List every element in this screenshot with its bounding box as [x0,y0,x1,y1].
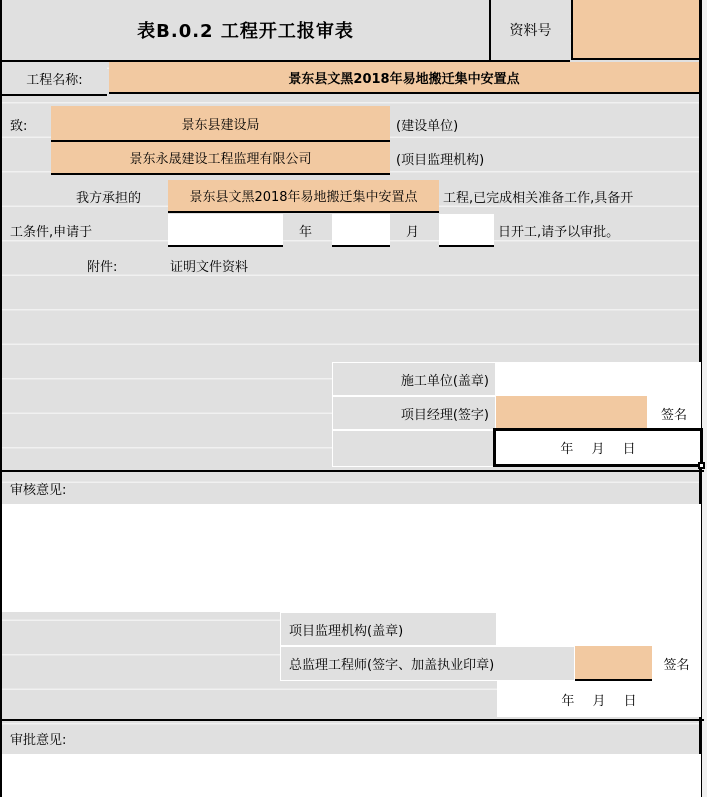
project-manager-sign-input-cell[interactable] [496,396,647,430]
year-label: 年 [299,225,313,240]
supervision-org-input-cell[interactable] [51,142,390,175]
approval-comment-area[interactable] [2,754,701,797]
form-title-cell [2,0,489,62]
contractor-empty-label-cell [332,430,496,467]
apply-prefix: 工条件,申请于 [10,225,93,240]
apply-year-input-cell[interactable] [168,214,283,247]
to-label: 致: [10,118,28,134]
doc-number-label: 资料号 [509,23,552,39]
construction-unit-value: 景东县建设局 [181,117,260,133]
apply-day-input-cell[interactable] [439,214,494,247]
attachment-value: 证明文件资料 [170,260,249,275]
contractor-unit-input-cell[interactable] [496,362,701,396]
form-title: 表B.0.2 工程开工报审表 [137,21,354,42]
review-date-cell[interactable] [497,681,701,717]
supervision-org-value: 景东永晟建设工程监理有限公司 [129,152,312,167]
undertake-project-input-cell[interactable] [168,180,439,213]
apply-month-input-cell[interactable] [332,214,390,247]
doc-number-label-cell [489,0,570,62]
review-date-text: 年 月 日 [561,693,637,709]
doc-number-input-cell[interactable] [571,0,699,60]
project-name-input-cell[interactable] [109,62,699,94]
project-manager-label-cell: 项目经理(签字) [332,396,496,430]
construction-unit-suffix: (建设单位) [396,118,459,134]
section-divider-top [2,470,704,472]
supervision-org-suffix: (项目监理机构) [396,152,485,168]
month-label: 月 [406,225,420,240]
review-comment-area[interactable] [2,504,701,612]
review-sign-label-cell: 签名 [652,646,701,681]
approval-header: 审批意见: [10,732,67,748]
chief-engineer-sign-input-cell[interactable] [575,646,652,681]
project-name-label: 工程名称: [26,72,83,88]
supervision-org-stamp-input-cell[interactable] [497,612,701,646]
contractor-sign-label-cell: 签名 [647,396,701,430]
contractor-unit-label-cell: 施工单位(盖章) [332,362,496,396]
project-name-label-cell [2,62,107,96]
project-name-value: 景东县文黑2018年易地搬迁集中安置点 [288,71,520,87]
attachment-label: 附件: [87,260,118,275]
undertake-project-value: 景东县文黑2018年易地搬迁集中安置点 [189,190,418,205]
review-header: 审核意见: [10,482,67,498]
supervision-org-stamp-label-cell: 项目监理机构(盖章) [280,612,497,646]
apply-suffix: 日开工,请予以审批。 [498,225,620,240]
chief-engineer-label-cell: 总监理工程师(签字、加盖执业印章) [280,646,575,681]
undertake-prefix: 我方承担的 [76,191,142,206]
contractor-date-selected-cell[interactable] [493,428,703,467]
section-divider-bottom [2,719,704,721]
construction-unit-input-cell[interactable] [51,106,390,142]
contractor-date-text: 年 月 日 [560,442,636,457]
selection-fill-handle[interactable] [698,462,705,469]
undertake-suffix: 工程,已完成相关准备工作,具备开 [443,191,634,206]
